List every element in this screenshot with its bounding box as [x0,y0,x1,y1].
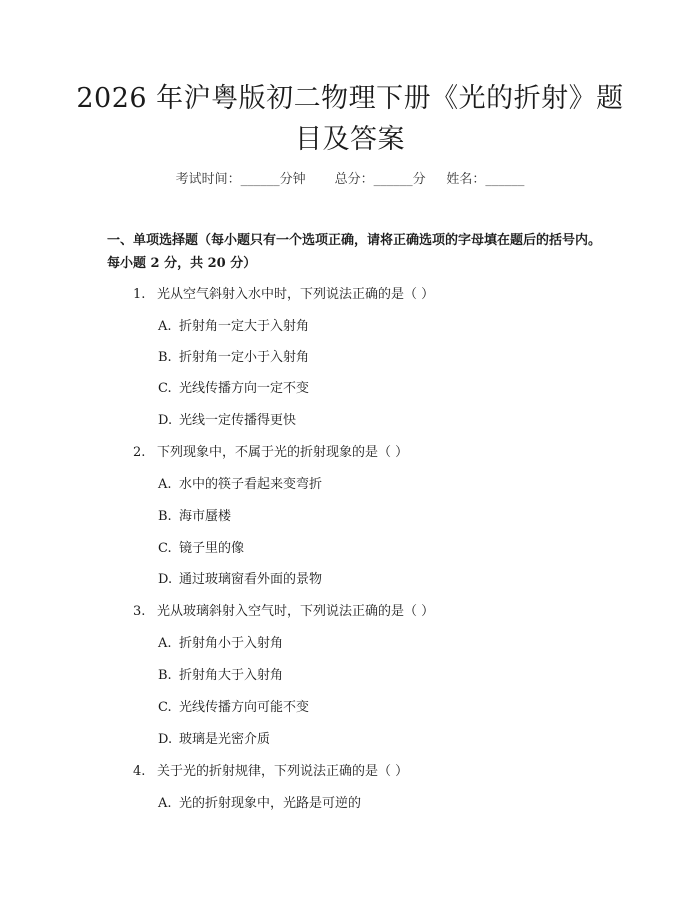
option-text: 通过玻璃窗看外面的景物 [179,572,323,587]
question-number: 3. [133,604,146,619]
question-3-option-b [158,664,283,683]
question-text: 下列现象中，不属于光的折射现象的是（ ） [157,445,409,460]
question-4-option-a [158,792,361,811]
option-text: 折射角一定小于入射角 [179,350,310,365]
question-number: 1. [133,287,146,302]
question-4 [133,760,408,779]
question-number: 2. [133,445,146,460]
name-blank: ______ [485,172,525,187]
option-letter: C. [158,700,172,715]
total-score-blank: ______ [373,172,413,187]
option-letter: D. [158,732,173,747]
question-1-option-b [158,346,309,365]
document-title: 2026 年沪粤版初二物理下册《光的折射》题目及答案 [76,83,624,155]
option-text: 光线传播方向一定不变 [179,381,310,396]
option-letter: C. [158,381,172,396]
question-2-option-b [158,505,231,524]
exam-time-unit: 分钟 [279,172,306,187]
question-2-option-a [158,473,322,492]
option-text: 水中的筷子看起来变弯折 [179,477,323,492]
option-letter: A. [158,319,172,334]
option-text: 光线传播方向可能不变 [179,700,310,715]
option-letter: D. [158,572,173,587]
question-3-option-a [158,632,283,651]
option-letter: B. [158,350,172,365]
option-text: 光的折射现象中，光路是可逆的 [179,796,362,811]
question-1-option-c [158,377,309,396]
exam-info-line [0,168,700,187]
question-1-option-d [158,409,296,428]
option-text: 折射角小于入射角 [179,636,284,651]
option-text: 折射角一定大于入射角 [179,319,310,334]
question-1-option-a [158,315,309,334]
total-score-label: 总分： [334,172,374,187]
option-letter: B. [158,668,172,683]
option-letter: A. [158,636,172,651]
option-letter: C. [158,541,172,556]
question-text: 光从玻璃斜射入空气时，下列说法正确的是（ ） [157,604,435,619]
option-text: 玻璃是光密介质 [179,732,271,747]
exam-time-blank: ______ [240,172,280,187]
question-2-option-d [158,568,322,587]
question-3 [133,600,434,619]
question-3-option-c [158,696,309,715]
question-number: 4. [133,764,146,779]
total-score-unit: 分 [412,172,426,187]
exam-time-label: 考试时间： [175,172,241,187]
option-text: 折射角大于入射角 [179,668,284,683]
option-text: 光线一定传播得更快 [179,413,297,428]
question-2-option-c [158,537,244,556]
section-heading: 一、单项选择题（每小题只有一个选项正确，请将正确选项的字母填在题后的括号内。每小题 2 分，共 20 分） [107,233,602,271]
option-letter: A. [158,477,172,492]
question-1 [133,283,434,302]
question-2 [133,441,408,460]
question-text: 关于光的折射规律，下列说法正确的是（ ） [157,764,409,779]
option-letter: A. [158,796,172,811]
option-text: 海市蜃楼 [179,509,232,524]
name-label: 姓名： [446,172,486,187]
question-text: 光从空气斜射入水中时，下列说法正确的是（ ） [157,287,435,302]
option-letter: B. [158,509,172,524]
option-letter: D. [158,413,173,428]
option-text: 镜子里的像 [179,541,245,556]
question-3-option-d [158,728,270,747]
